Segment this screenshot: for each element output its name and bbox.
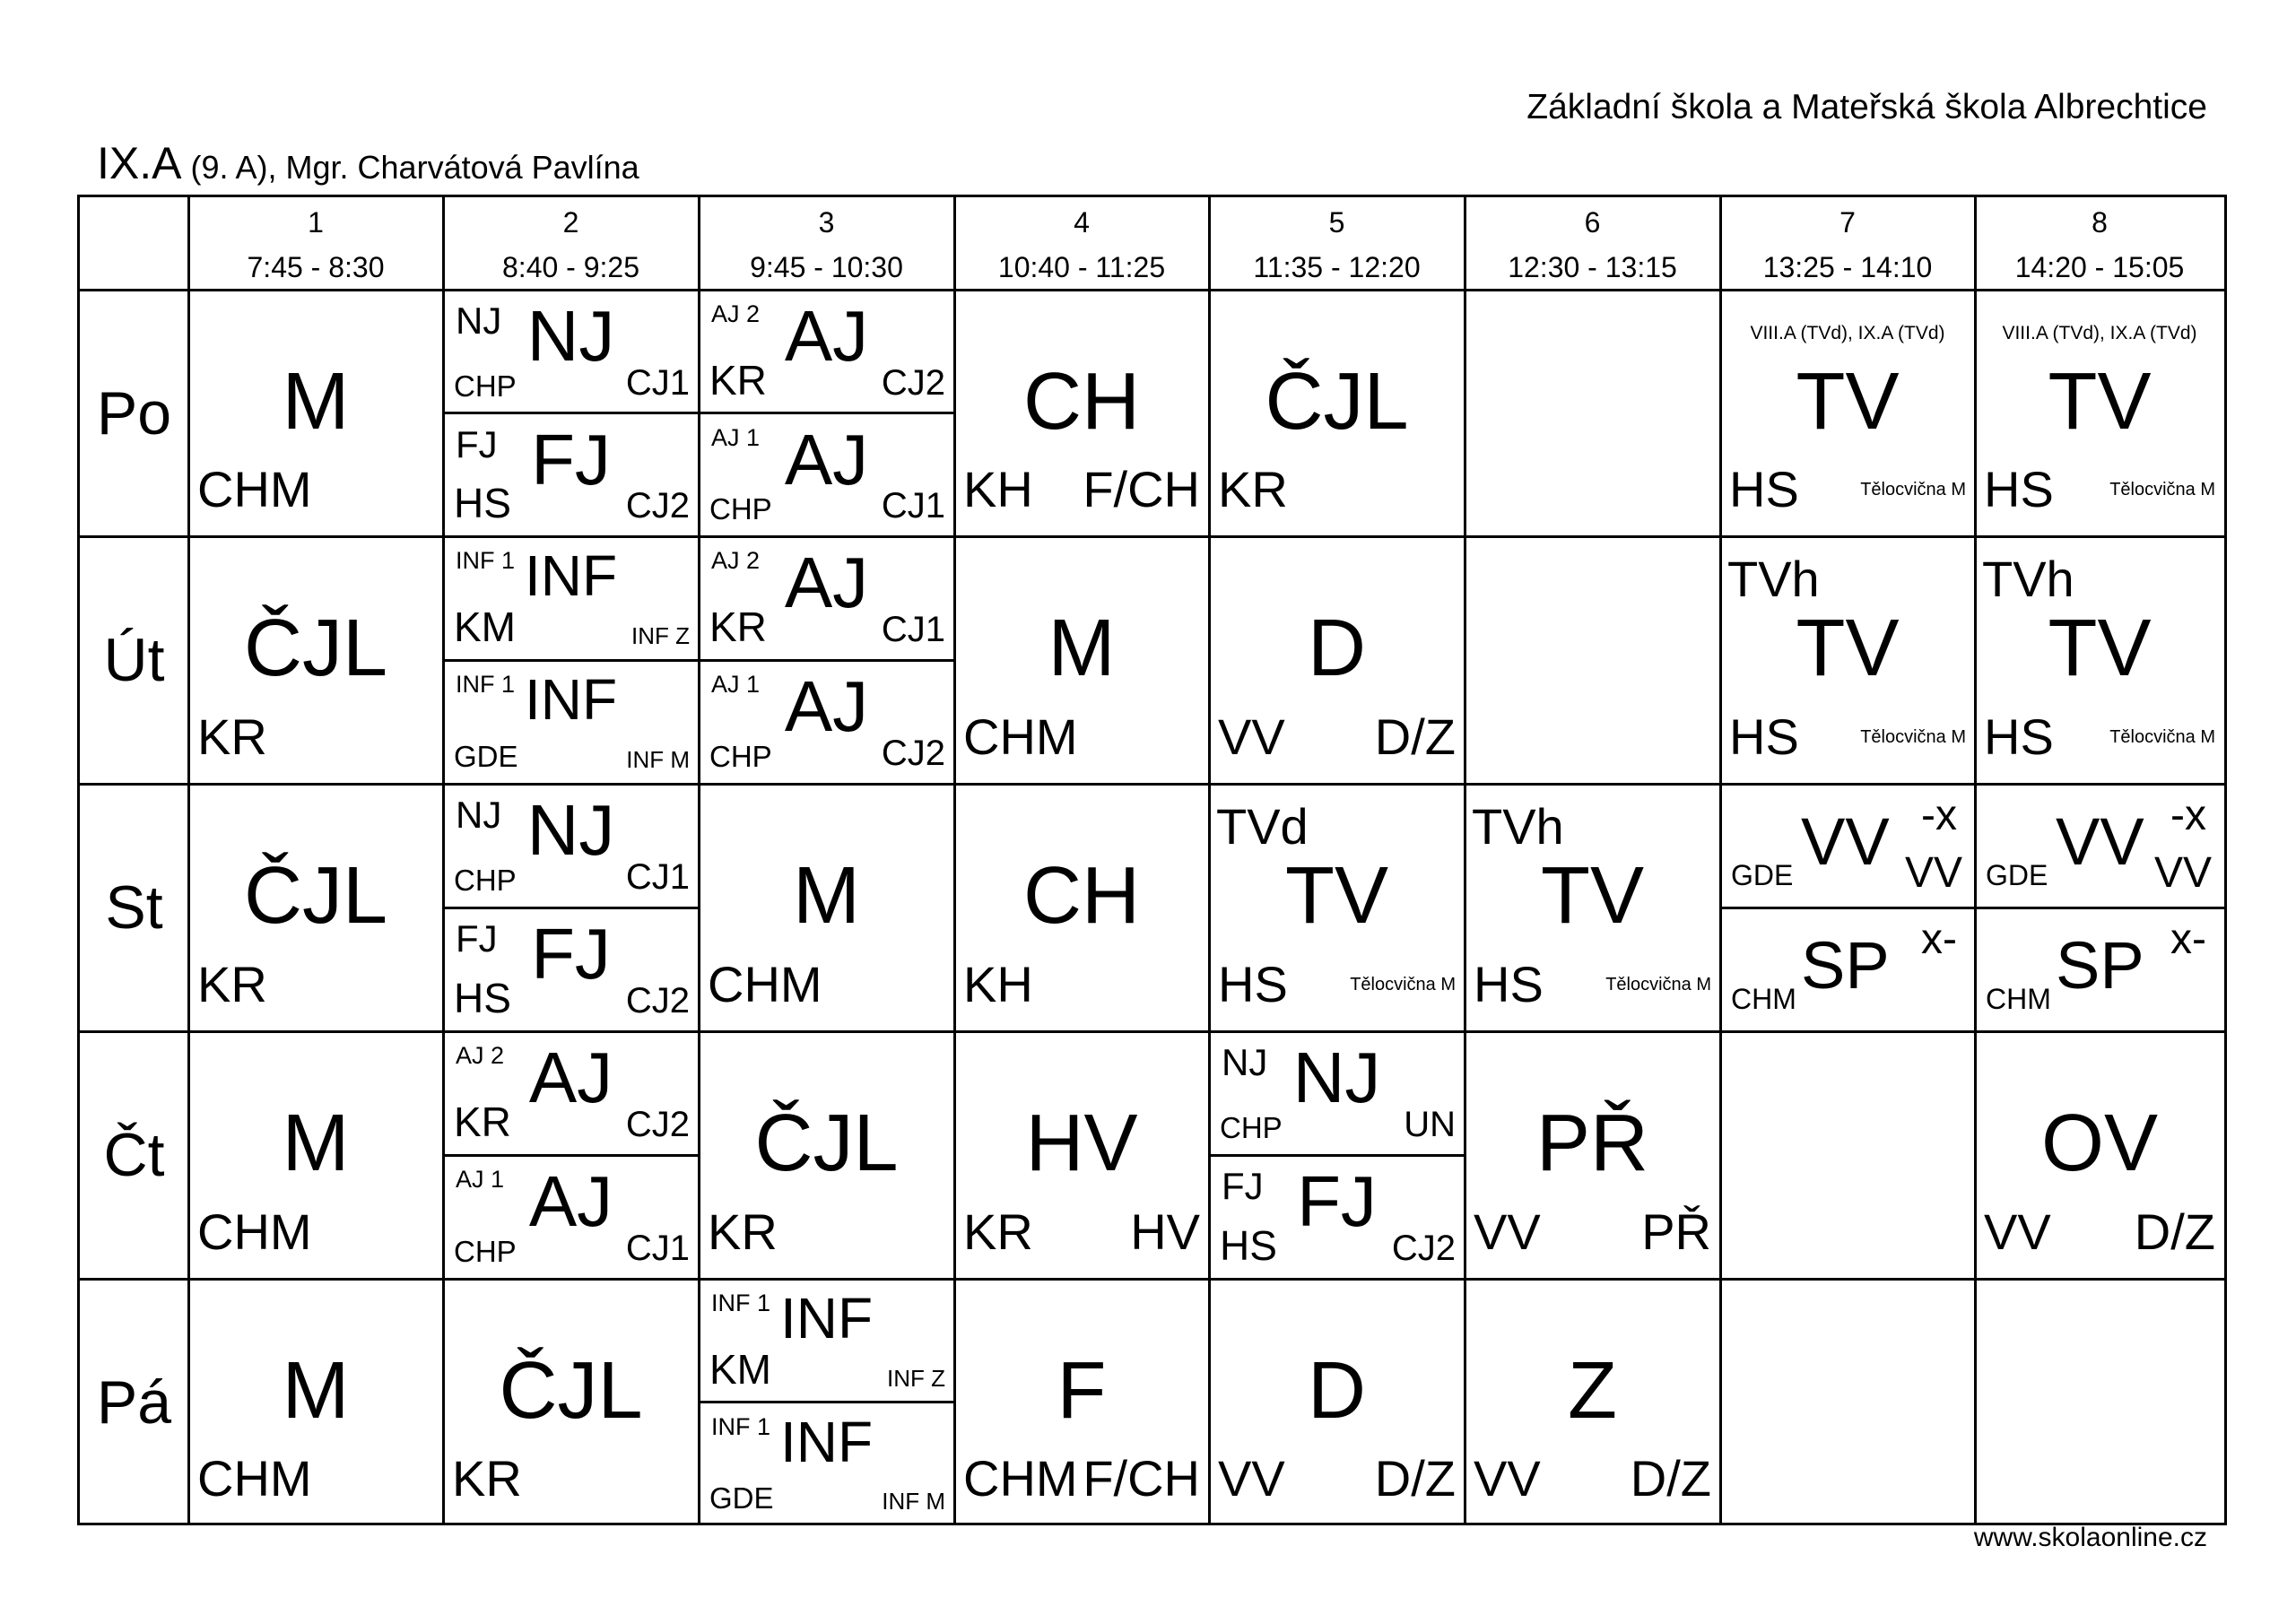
group-teacher: KR	[709, 604, 767, 650]
lesson-teacher: KR	[452, 1450, 522, 1507]
lesson-subject: TV	[2048, 356, 2152, 447]
lesson-subject: ČJL	[499, 1345, 643, 1436]
day-label	[80, 1279, 188, 1525]
lesson-teacher: HS	[1474, 956, 1544, 1012]
lesson-group: TVd	[1216, 798, 1309, 855]
group-subject: SP	[2056, 928, 2144, 1003]
group-subject: AJ	[784, 543, 869, 622]
group-label: AJ 2	[711, 547, 761, 574]
group-subject: AJ	[528, 1161, 613, 1241]
group-marker: -x	[1921, 792, 1957, 839]
group-label: FJ	[456, 422, 498, 465]
group-subject: INF	[524, 667, 618, 732]
group-label: AJ 2	[711, 300, 761, 327]
lesson-room: F/CH	[1083, 1450, 1200, 1507]
lesson-cell	[443, 784, 699, 1031]
group-subject: VV	[1801, 804, 1890, 879]
lesson-subject: TV	[1796, 604, 1900, 693]
group-room: CJ1	[881, 486, 945, 525]
lesson-group-cell	[443, 1155, 699, 1279]
group-teacher: KM	[709, 1345, 771, 1393]
period-number: 7	[1839, 206, 1856, 239]
group-teacher: KR	[454, 1099, 511, 1145]
period-time: 8:40 - 9:25	[502, 251, 639, 283]
lesson-teacher: KR	[197, 708, 267, 765]
group-label: INF 1	[711, 1412, 771, 1440]
lesson-room: F/CH	[1083, 461, 1200, 517]
group-subject: INF	[524, 543, 618, 608]
group-teacher: CHP	[709, 492, 772, 525]
period-time: 9:45 - 10:30	[750, 251, 903, 283]
lesson-cell	[699, 1279, 954, 1525]
group-teacher: GDE	[709, 1481, 774, 1515]
lesson-subject: M	[1048, 604, 1116, 693]
group-teacher: HS	[454, 975, 511, 1021]
lesson-cell	[1975, 784, 2224, 1031]
lesson-group-cell	[1720, 784, 1975, 908]
period-header	[954, 197, 1209, 290]
group-marker: x-	[2170, 916, 2206, 963]
lesson-subject: TV	[1540, 851, 1644, 941]
group-subject: AJ	[784, 419, 869, 499]
lesson-teacher: CHM	[197, 1203, 312, 1260]
group-teacher: KR	[709, 356, 767, 404]
day-label	[80, 536, 188, 784]
period-time: 11:35 - 12:20	[1253, 251, 1421, 283]
lesson-subject: CH	[1023, 851, 1140, 941]
group-label: AJ 1	[456, 1166, 505, 1193]
period-header	[1465, 197, 1720, 290]
day-name: St	[105, 873, 163, 942]
lesson-note: VIII.A (TVd), IX.A (TVd)	[2002, 323, 2197, 343]
group-subject: SP	[1801, 928, 1890, 1003]
lesson-teacher: HS	[1729, 461, 1799, 517]
day-label	[80, 1031, 188, 1279]
group-room: VV	[1904, 849, 1962, 897]
class-detail: (9. A), Mgr. Charvátová Pavlína	[181, 149, 639, 186]
period-number: 6	[1584, 206, 1601, 239]
lesson-cell	[954, 536, 1209, 784]
group-teacher: GDE	[1986, 859, 2048, 891]
lesson-cell	[188, 290, 443, 536]
period-number: 5	[1328, 206, 1345, 239]
lesson-room: Tělocvična M	[1860, 727, 1966, 747]
lesson-room: Tělocvična M	[2109, 727, 2215, 747]
group-label: FJ	[456, 917, 498, 960]
group-teacher: GDE	[454, 740, 518, 773]
period-header	[699, 197, 954, 290]
day-name: Čt	[103, 1121, 165, 1189]
lesson-teacher: KR	[1218, 461, 1288, 517]
lesson-group: TVh	[1472, 798, 1564, 855]
lesson-cell	[1209, 784, 1465, 1031]
lesson-cell	[1465, 1031, 1720, 1279]
lesson-group-cell	[443, 536, 699, 660]
lesson-teacher: HS	[1984, 461, 2054, 517]
lesson-cell	[954, 784, 1209, 1031]
lesson-teacher: VV	[1474, 1203, 1541, 1260]
lesson-teacher: VV	[1474, 1450, 1541, 1507]
lesson-cell	[954, 290, 1209, 536]
period-time: 7:45 - 8:30	[247, 251, 385, 283]
group-teacher: CHP	[454, 864, 517, 897]
lesson-cell-empty	[1975, 1279, 2224, 1525]
group-room: INF Z	[887, 1364, 945, 1392]
lesson-cell-empty	[1465, 290, 1720, 536]
lesson-group: TVh	[1982, 551, 2074, 607]
lesson-cell	[188, 1279, 443, 1525]
group-teacher: CHM	[1731, 983, 1796, 1015]
lesson-teacher: HS	[1984, 708, 2054, 765]
group-teacher: CHP	[709, 740, 772, 773]
lesson-subject: F	[1057, 1345, 1107, 1436]
group-subject: AJ	[784, 666, 869, 746]
period-header	[443, 197, 699, 290]
lesson-room: Tělocvična M	[1605, 975, 1711, 994]
group-room: CJ1	[625, 857, 690, 897]
lesson-group-cell	[699, 536, 954, 660]
period-time: 12:30 - 13:15	[1508, 251, 1677, 283]
lesson-teacher: CHM	[197, 461, 312, 517]
lesson-subject: TV	[1796, 356, 1900, 447]
lesson-cell	[443, 536, 699, 784]
group-subject: INF	[779, 1286, 874, 1350]
group-teacher: KM	[454, 604, 516, 650]
group-room: CJ2	[625, 981, 690, 1020]
lesson-subject: TV	[1284, 851, 1388, 941]
lesson-subject: ČJL	[754, 1099, 899, 1188]
group-subject: NJ	[1292, 1038, 1381, 1117]
group-subject: AJ	[528, 1038, 613, 1117]
lesson-subject: OV	[2040, 1099, 2159, 1188]
website-footer: www.skolaonline.cz	[1973, 1523, 2207, 1552]
lesson-group-cell	[699, 290, 954, 413]
group-subject: FJ	[1297, 1161, 1377, 1241]
lesson-teacher: KR	[708, 1203, 778, 1260]
group-teacher: CHP	[454, 369, 517, 403]
period-number: 4	[1074, 206, 1090, 239]
period-header	[188, 197, 443, 290]
period-header	[1209, 197, 1465, 290]
lesson-subject: M	[282, 356, 350, 447]
lesson-group-cell	[1975, 784, 2224, 908]
lesson-group-cell	[699, 413, 954, 537]
lesson-teacher: CHM	[197, 1450, 312, 1507]
lesson-subject: PŘ	[1535, 1099, 1649, 1188]
lesson-cell	[188, 536, 443, 784]
group-teacher: GDE	[1731, 859, 1794, 891]
group-room: CJ2	[881, 734, 945, 773]
group-subject: INF	[779, 1409, 874, 1474]
day-label	[80, 290, 188, 536]
lesson-cell	[1975, 536, 2224, 784]
group-teacher: CHP	[454, 1235, 517, 1268]
group-teacher: CHP	[1220, 1111, 1283, 1144]
lesson-cell	[954, 1279, 1209, 1525]
school-name: Základní škola a Mateřská škola Albrechtice	[1526, 88, 2207, 126]
lesson-group: TVh	[1727, 551, 1820, 607]
lesson-cell	[443, 1279, 699, 1525]
lesson-subject: M	[793, 851, 860, 941]
group-subject: NJ	[526, 790, 615, 870]
lesson-cell	[1720, 536, 1975, 784]
lesson-cell	[1209, 290, 1465, 536]
lesson-cell-empty	[1720, 1279, 1975, 1525]
lesson-teacher: HS	[1218, 956, 1288, 1012]
lesson-cell	[443, 1031, 699, 1279]
lesson-cell	[954, 1031, 1209, 1279]
group-label: INF 1	[456, 671, 516, 698]
lesson-subject: ČJL	[1265, 356, 1409, 447]
day-name: Po	[96, 378, 172, 447]
lesson-subject: TV	[2048, 604, 2152, 693]
lesson-group-cell	[443, 290, 699, 413]
lesson-subject: ČJL	[243, 604, 388, 693]
period-time: 10:40 - 11:25	[997, 251, 1166, 283]
lesson-cell-empty	[1720, 1031, 1975, 1279]
group-room: CJ2	[881, 362, 945, 403]
lesson-subject: CH	[1023, 356, 1140, 447]
group-subject: FJ	[531, 914, 611, 994]
lesson-cell	[699, 784, 954, 1031]
group-subject: AJ	[784, 296, 869, 376]
lesson-cell	[1720, 290, 1975, 536]
lesson-cell	[1720, 784, 1975, 1031]
lesson-teacher: CHM	[963, 1450, 1078, 1507]
lesson-group-cell	[1209, 1031, 1465, 1155]
period-number: 2	[562, 206, 579, 239]
lesson-teacher: KR	[197, 956, 267, 1012]
lesson-cell-empty	[1465, 536, 1720, 784]
lesson-cell	[1975, 1031, 2224, 1279]
timetable-grid	[77, 195, 2227, 1525]
group-label: NJ	[456, 794, 502, 836]
group-label: FJ	[1222, 1165, 1264, 1207]
lesson-room: Tělocvična M	[1350, 975, 1456, 994]
lesson-teacher: VV	[1218, 708, 1285, 765]
lesson-subject: D	[1308, 604, 1366, 693]
group-room: VV	[2153, 849, 2212, 897]
lesson-teacher: KR	[963, 1203, 1033, 1260]
day-label	[80, 784, 188, 1031]
lesson-room: HV	[1130, 1203, 1200, 1260]
lesson-cell	[188, 1031, 443, 1279]
period-number: 1	[308, 206, 324, 239]
group-room: INF M	[626, 746, 690, 773]
lesson-group-cell	[443, 784, 699, 908]
group-teacher: HS	[454, 480, 511, 526]
period-header	[1720, 197, 1975, 290]
day-name: Pá	[96, 1368, 172, 1437]
group-label: AJ 1	[711, 671, 761, 698]
lesson-room: D/Z	[1630, 1450, 1711, 1507]
group-room: INF Z	[631, 622, 690, 649]
group-room: UN	[1404, 1105, 1456, 1144]
lesson-teacher: HS	[1729, 708, 1799, 765]
day-name: Út	[103, 626, 165, 694]
lesson-group-cell	[699, 660, 954, 784]
lesson-subject: HV	[1025, 1099, 1138, 1188]
class-heading	[97, 137, 639, 189]
lesson-subject: M	[282, 1345, 350, 1436]
lesson-cell	[188, 784, 443, 1031]
lesson-teacher: VV	[1984, 1203, 2051, 1260]
class-code: IX.A	[97, 138, 182, 188]
lesson-teacher: VV	[1218, 1450, 1285, 1507]
lesson-cell	[699, 1031, 954, 1279]
lesson-subject: ČJL	[243, 851, 388, 941]
group-room: CJ1	[625, 1229, 690, 1268]
lesson-subject: Z	[1568, 1345, 1617, 1436]
group-subject: FJ	[531, 419, 611, 499]
lesson-room: PŘ	[1641, 1203, 1711, 1260]
lesson-teacher: KH	[963, 956, 1033, 1012]
lesson-room: D/Z	[1374, 1450, 1456, 1507]
lesson-room: Tělocvična M	[2109, 480, 2215, 499]
lesson-cell	[1975, 290, 2224, 536]
group-room: CJ2	[625, 486, 690, 525]
lesson-cell	[699, 536, 954, 784]
group-room: CJ1	[625, 362, 690, 403]
lesson-cell	[1465, 784, 1720, 1031]
lesson-cell	[1209, 1031, 1465, 1279]
lesson-cell	[1209, 536, 1465, 784]
group-marker: x-	[1921, 916, 1957, 963]
lesson-cell	[1465, 1279, 1720, 1525]
lesson-group-cell	[1720, 908, 1975, 1031]
lesson-group-cell	[443, 908, 699, 1031]
group-room: CJ2	[1391, 1229, 1456, 1268]
group-room: CJ1	[881, 610, 945, 649]
lesson-cell	[443, 290, 699, 536]
group-teacher: CHM	[1986, 983, 2051, 1015]
lesson-group-cell	[699, 1279, 954, 1403]
lesson-room: D/Z	[2134, 1203, 2215, 1260]
lesson-cell	[699, 290, 954, 536]
group-subject: VV	[2056, 804, 2144, 879]
group-label: AJ 2	[456, 1042, 505, 1069]
group-label: AJ 1	[711, 423, 761, 451]
group-label: NJ	[1222, 1041, 1268, 1083]
period-number: 3	[818, 206, 835, 239]
lesson-room: Tělocvična M	[1860, 480, 1966, 499]
lesson-subject: D	[1308, 1345, 1366, 1436]
lesson-group-cell	[443, 1031, 699, 1155]
group-label: INF 1	[456, 547, 516, 574]
lesson-cell	[1209, 1279, 1465, 1525]
group-subject: NJ	[526, 296, 615, 376]
lesson-group-cell	[699, 1403, 954, 1526]
lesson-teacher: CHM	[708, 956, 822, 1012]
lesson-note: VIII.A (TVd), IX.A (TVd)	[1750, 323, 1945, 343]
lesson-group-cell	[1975, 908, 2224, 1031]
period-number: 8	[2092, 206, 2108, 239]
period-time: 14:20 - 15:05	[2014, 251, 2185, 283]
period-header	[1975, 197, 2224, 290]
lesson-teacher: CHM	[963, 708, 1078, 765]
lesson-teacher: KH	[963, 461, 1033, 517]
group-marker: -x	[2170, 792, 2206, 839]
period-time: 13:25 - 14:10	[1762, 251, 1933, 283]
group-room: INF M	[882, 1488, 945, 1515]
group-teacher: HS	[1220, 1222, 1277, 1269]
group-label: INF 1	[711, 1290, 771, 1316]
lesson-group-cell	[443, 660, 699, 784]
lesson-group-cell	[443, 413, 699, 537]
lesson-subject: M	[282, 1099, 350, 1188]
group-room: CJ2	[625, 1105, 690, 1144]
lesson-group-cell	[1209, 1155, 1465, 1279]
lesson-room: D/Z	[1374, 708, 1456, 765]
group-label: NJ	[456, 300, 502, 342]
